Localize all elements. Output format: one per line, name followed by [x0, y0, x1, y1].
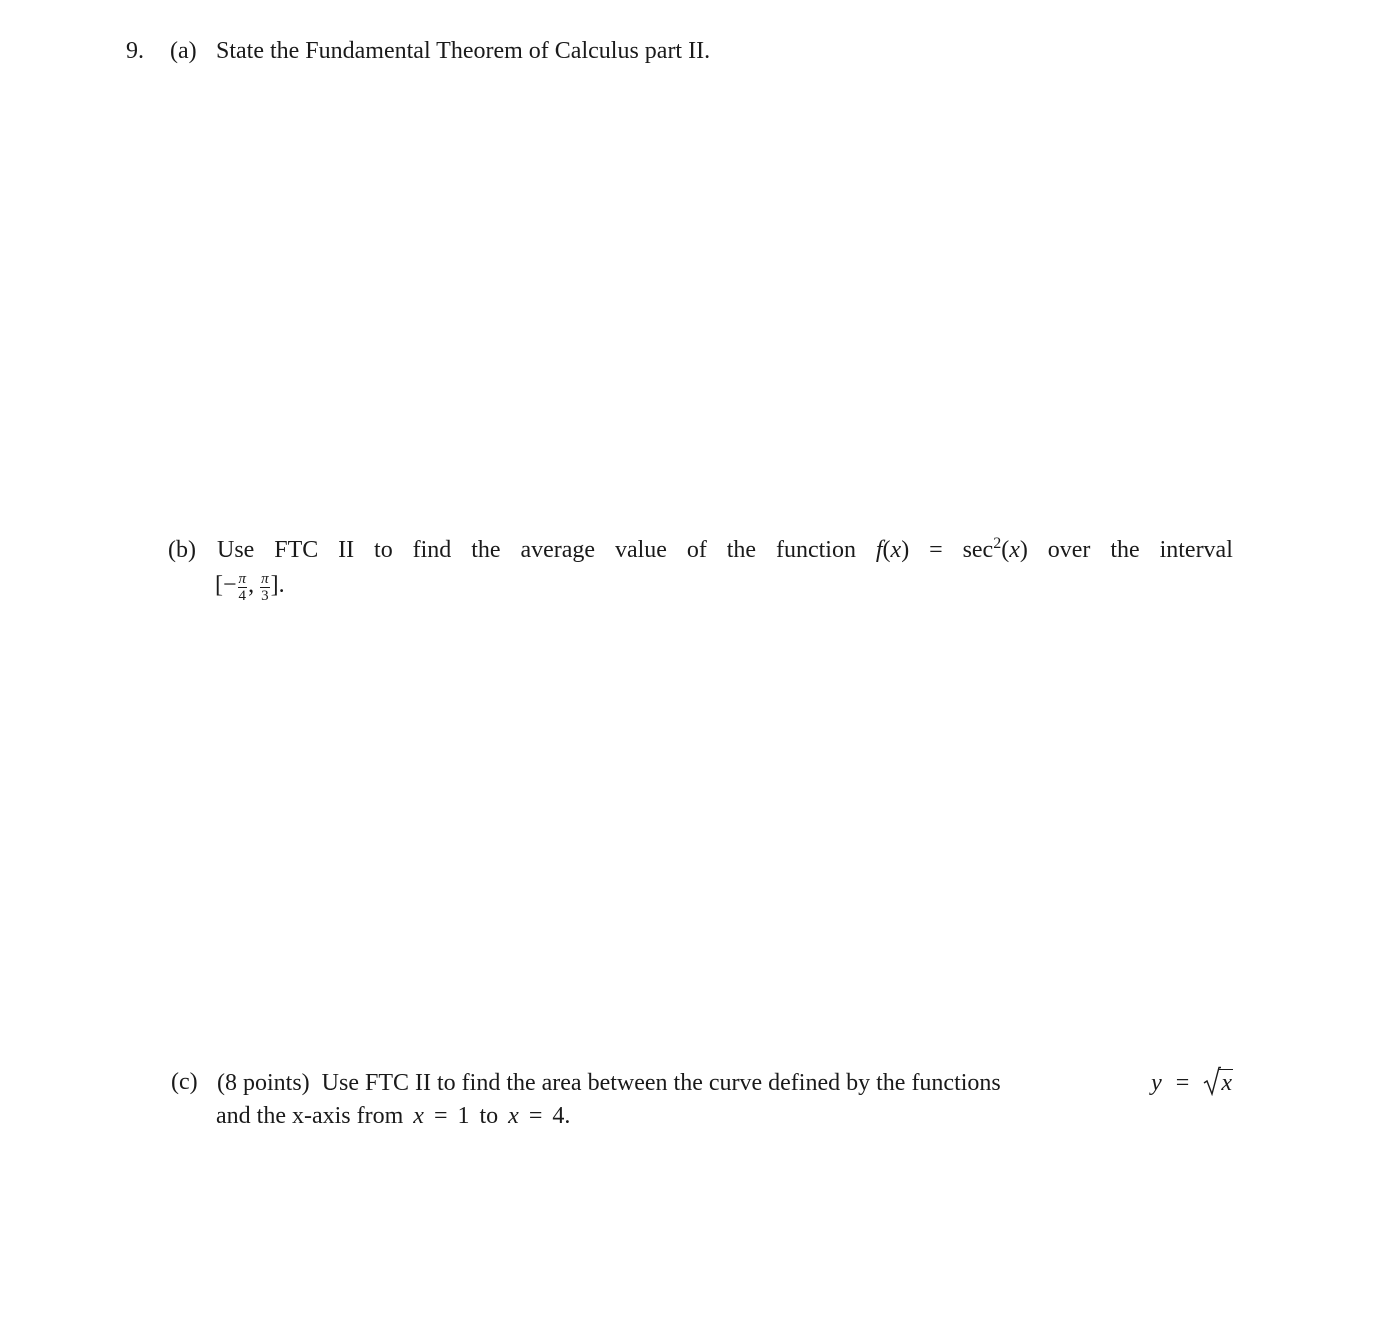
upper-bound: 4. — [552, 1103, 571, 1129]
equals-sign: = — [528, 1103, 543, 1129]
lower-bound: 1 — [457, 1103, 470, 1129]
minus-sign: − — [223, 572, 237, 598]
x-variable: x — [413, 1103, 424, 1129]
fraction-denominator: 3 — [261, 588, 269, 604]
part-b-word: value — [614, 537, 667, 563]
part-c-text-2: and the x-axis from — [216, 1103, 404, 1129]
radicand: x — [1221, 1070, 1232, 1096]
function-variable: x — [890, 537, 902, 563]
sec-operator: sec — [962, 537, 994, 563]
fraction-numerator: π — [261, 571, 269, 587]
part-b-word: the — [1110, 537, 1140, 563]
part-b-word: average — [520, 537, 596, 563]
fraction-pi-over-4 — [238, 572, 248, 603]
part-a-text: State the Fundamental Theorem of Calculus part II. — [216, 38, 711, 64]
part-b-word: of — [686, 537, 707, 563]
part-b-word: the — [726, 537, 757, 563]
fraction-denominator: 4 — [238, 588, 247, 604]
equals-sign: = — [929, 537, 943, 563]
part-b-word: II — [338, 537, 355, 563]
part-c-label: (c) — [171, 1069, 198, 1095]
interval-expression — [215, 572, 285, 603]
part-b-word: the — [471, 537, 501, 563]
fraction-pi-over-3 — [260, 572, 270, 603]
question-number: 9. — [126, 38, 144, 64]
comma: , — [248, 572, 255, 598]
radical-sign-icon — [1203, 1066, 1221, 1096]
x-variable: x — [508, 1103, 519, 1129]
paren-open: ( — [1001, 537, 1010, 563]
part-b-word: Use — [217, 537, 255, 563]
to-word: to — [479, 1103, 499, 1129]
equals-sign: = — [433, 1103, 448, 1129]
part-c-equation — [1151, 1069, 1233, 1097]
sec-variable: x — [1009, 537, 1020, 563]
part-c-line-1 — [217, 1069, 1233, 1097]
bracket-close: ]. — [270, 572, 285, 598]
square-root — [1203, 1069, 1233, 1097]
part-b-label: (b) — [168, 537, 196, 563]
function-lhs — [876, 537, 909, 564]
part-b-word: find — [412, 537, 452, 563]
sec-exponent: 2 — [993, 535, 1002, 552]
part-a-label: (a) — [170, 38, 197, 64]
equals-sign: = — [1175, 1070, 1190, 1096]
part-b-word: over — [1047, 537, 1091, 563]
part-b-word: FTC — [274, 537, 319, 563]
part-c-text: (8 points) Use FTC II to find the area between the curve defined by the functions — [217, 1070, 1001, 1096]
part-b-word: interval — [1159, 537, 1233, 563]
part-b-word: to — [374, 537, 393, 563]
function-name: f — [875, 537, 883, 563]
function-rhs — [963, 537, 1028, 564]
paren-open: ( — [882, 537, 891, 563]
part-c-line-2 — [216, 1103, 570, 1130]
paren-close: ) — [901, 537, 910, 563]
fraction-numerator: π — [238, 571, 247, 587]
part-b-word: function — [775, 537, 856, 563]
y-variable: y — [1151, 1070, 1162, 1096]
paren-close: ) — [1019, 537, 1028, 563]
part-b-line-1 — [217, 537, 1233, 564]
bracket-open: [ — [215, 572, 223, 598]
